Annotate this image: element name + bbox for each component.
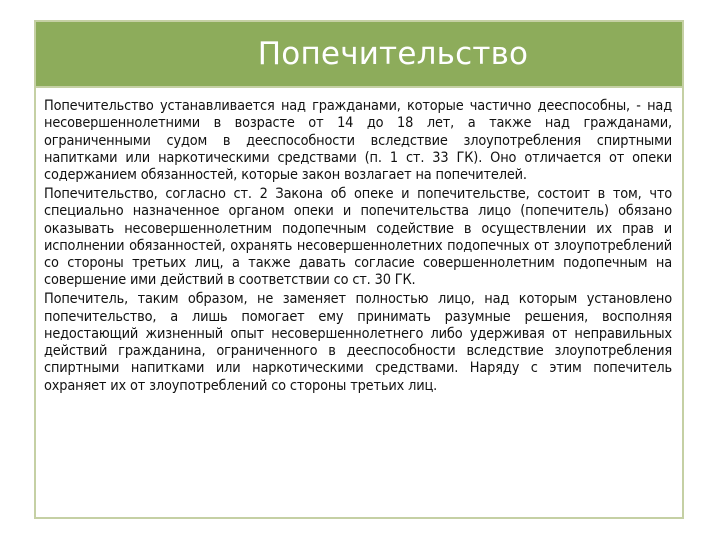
slide-frame [34,20,684,519]
paragraph-3: Попечитель, таким образом, не заменяет полностью лицо, над которым установлено попечительство, а лишь помогает ему принимать разумные решения, восполняя недостающий жизненный опыт несовершеннолетнего либо удерживая от неправильных действий гражданина, ограниченного в дееспособности вследствие злоупотребления спиртными напитками или наркотическими средствами. Наряду с этим попечитель охраняет их от злоупотреблений со стороны третьих лиц. [44,291,672,394]
slide-title: Попечительство [257,36,529,72]
slide-body [44,98,672,397]
paragraph-2: Попечительство, согласно ст. 2 Закона об опеке и попечительстве, состоит в том, что специально назначенное органом опеки и попечительства лицо (попечитель) обязано оказывать несовершеннолетним подопечным содействие в осуществлении их прав и исполнении обязанностей, охранять несовершеннолетних подопечных от злоупотреблений со стороны третьих лиц, а также давать согласие совершеннолетним подопечным на совершение ими действий в соответствии со ст. 30 ГК. [44,185,672,289]
paragraph-1: Попечительство устанавливается над гражданами, которые частично дееспособны, - над несовершеннолетними в возрасте от 14 до 18 лет, а также над гражданами, ограниченными судом в дееспособности вследствие злоупотребления спиртными напитками или наркотическими средствами (п. 1 ст. 33 ГК). Оно отличается от опеки содержанием обязанностей, которые закон возлагает на попечителей. [44,98,672,184]
title-bar [36,22,682,88]
